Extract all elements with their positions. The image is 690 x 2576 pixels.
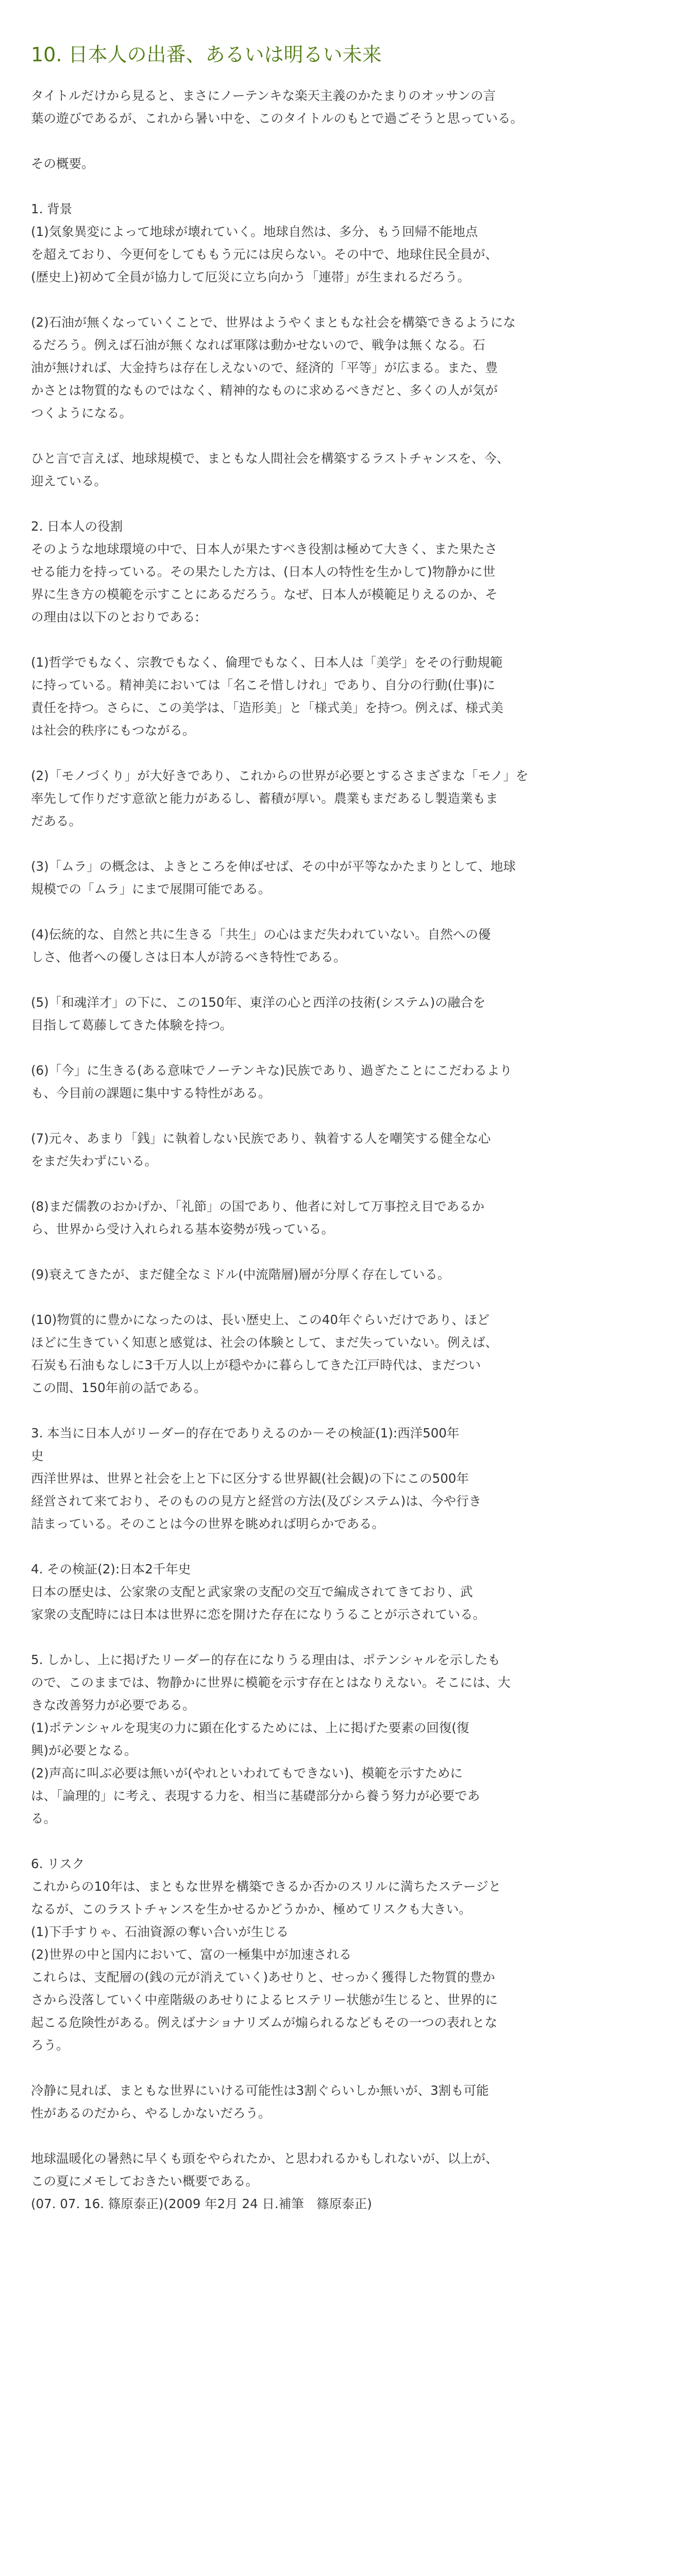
article-paragraph: (4)伝統的な、自然と共に生きる「共生」の心はまだ失われていない。自然への優 しさ、他者への優しさは日本人が誇るべき特性である。: [31, 927, 491, 964]
article-body: [31, 84, 657, 2215]
article-paragraph: (8)まだ儒教のおかげか、「礼節」の国であり、他者に対して万事控え目であるか ら、世界から受け入れられる基本姿勢が残っている。: [31, 1199, 484, 1236]
article-paragraph: (1)哲学でもなく、宗教でもなく、倫理でもなく、日本人は「美学」をその行動規範 に持っている。精神美においては「名こそ惜しけれ」であり、自分の行動(仕事)に 責任を持つ。さらに、この美学は、「造形美」と「様式美」を持つ。例えば、様式美 は社会的秩序にもつながる。: [31, 655, 503, 738]
article-title: 10. 日本人の出番、あるいは明るい未来: [31, 43, 382, 66]
article-paragraph: 5. しかし、上に掲げたリーダー的存在になりうる理由は、ポテンシャルを示したも ので、このままでは、物静かに世界に模範を示す存在とはなりえない。そこには、大 きな改善努力が必要である。 (1)ポテンシャルを現実の力に顕在化するためには、上に掲げた要素の回復(復 興)が必要となる。 (2)声高に叫ぶ必要は無いが(やれといわれてもできない)、模範を示すために は、「論理的」に考え、表現する力を、相当に基礎部分から養う努力が必要であ る。: [31, 1652, 511, 1826]
article-paragraph: 1. 背景 (1)気象異変によって地球が壊れていく。地球自然は、多分、もう回帰不能地点 を超えており、今更何をしてももう元には戻らない。その中で、地球住民全員が、 (歴史上)初めて全員が協力して厄災に立ち向かう「連帯」が生まれるだろう。: [31, 201, 498, 284]
article-paragraph: 6. リスク これからの10年は、まともな世界を構築できるか否かのスリルに満ちたステージと なるが、このラストチャンスを生かせるかどうかか、極めてリスクも大きい。 (1)下手すりゃ、石油資源の奪い合いが生じる (2)世界の中と国内において、富の一極集中が加速される これらは、支配層の(銭の元が消えていく)あせりと、せっかく獲得した物質的豊か さから没落していく中産階級のあせりによるヒステリー状態が生じると、世界的に 起こる危険性がある。例えばナショナリズムが煽られるなどもその一つの表れとな ろう。: [31, 1856, 501, 2053]
article-paragraph: (5)「和魂洋才」の下に、この150年、東洋の心と西洋の技術(システム)の融合を 目指して葛藤してきた体験を持つ。: [31, 995, 486, 1032]
article-paragraph: ひと言で言えば、地球規模で、まともな人間社会を構築するラストチャンスを、今、 迎えている。: [31, 451, 510, 488]
article-paragraph: (3)「ムラ」の概念は、よきところを伸ばせば、その中が平等なかたまりとして、地球 規模での「ムラ」にまで展開可能である。: [31, 859, 516, 896]
article-paragraph: 地球温暖化の暑熱に早くも頭をやられたか、と思われるかもしれないが、以上が、 この夏にメモしておきたい概要である。 (07. 07. 16. 篠原泰正)(2009 年2月 24 日.補筆 篠原泰正): [31, 2151, 498, 2211]
article-paragraph: 冷静に見れば、まともな世界にいける可能性は3割ぐらいしか無いが、3割も可能 性があるのだから、やるしかないだろう。: [31, 2083, 489, 2121]
article: [31, 40, 657, 2238]
article-paragraph: (2)「モノづくり」が大好きであり、これからの世界が必要とするさまざまな「モノ」を 率先して作りだす意欲と能力があるし、蓄積が厚い。農業もまだあるし製造業もま だある。: [31, 768, 529, 828]
article-paragraph: 2. 日本人の役割 そのような地球環境の中で、日本人が果たすべき役割は極めて大きく、また果たさ せる能力を持っている。その果たした方は、(日本人の特性を生かして)物静かに世 界に生き方の模範を示すことにあるだろう。なぜ、日本人が模範足りえるのか、そ の理由は以下のとおりである:: [31, 519, 498, 624]
article-paragraph: (10)物質的に豊かになったのは、長い歴史上、この40年ぐらいだけであり、ほど ほどに生きていく知恵と感覚は、社会の体験として、まだ失っていない。例えば、 石炭も石油もなしに3千万人以上が穏やかに暮らしてきた江戸時代は、まだつい この間、150年前の話である。: [31, 1312, 498, 1395]
article-paragraph: (2)石油が無くなっていくことで、世界はようやくまともな社会を構築できるようにな るだろう。例えば石油が無くなれば軍隊は動かせないので、戦争は無くなる。石 油が無ければ、大金持ちは存在しえないので、経済的「平等」が広まる。また、豊 かさとは物質的なものではなく、精神的なものに求めるべきだと、多くの人が気が つくようになる。: [31, 315, 516, 420]
article-paragraph: 3. 本当に日本人がリーダー的存在でありえるのか－その検証(1):西洋500年 史 西洋世界は、世界と社会を上と下に区分する世界観(社会観)の下にこの500年 経営されて来ており、そのものの見方と経営の方法(及びシステム)は、今や行き 詰まっている。そのことは今の世界を眺めれば明らかである。: [31, 1426, 482, 1531]
article-paragraph: (7)元々、あまり「銭」に執着しない民族であり、執着する人を嘲笑する健全な心 をまだ失わずにいる。: [31, 1131, 491, 1168]
article-paragraph: タイトルだけから見ると、まさにノーテンキな楽天主義のかたまりのオッサンの言 葉の遊びであるが、これから暑い中を、このタイトルのもとで過ごそうと思っている。: [31, 88, 524, 126]
article-paragraph: (9)衰えてきたが、まだ健全なミドル(中流階層)層が分厚く存在している。: [31, 1267, 450, 1282]
article-paragraph: (6)「今」に生きる(ある意味でノーテンキな)民族であり、過ぎたことにこだわるより も、今目前の課題に集中する特性がある。: [31, 1063, 512, 1100]
article-paragraph: 4. その検証(2):日本2千年史 日本の歴史は、公家衆の支配と武家衆の支配の交互で編成されてきており、武 家衆の支配時には日本は世界に恋を開けた存在になりうることが示されている。: [31, 1562, 485, 1622]
article-paragraph: その概要。: [31, 156, 94, 171]
